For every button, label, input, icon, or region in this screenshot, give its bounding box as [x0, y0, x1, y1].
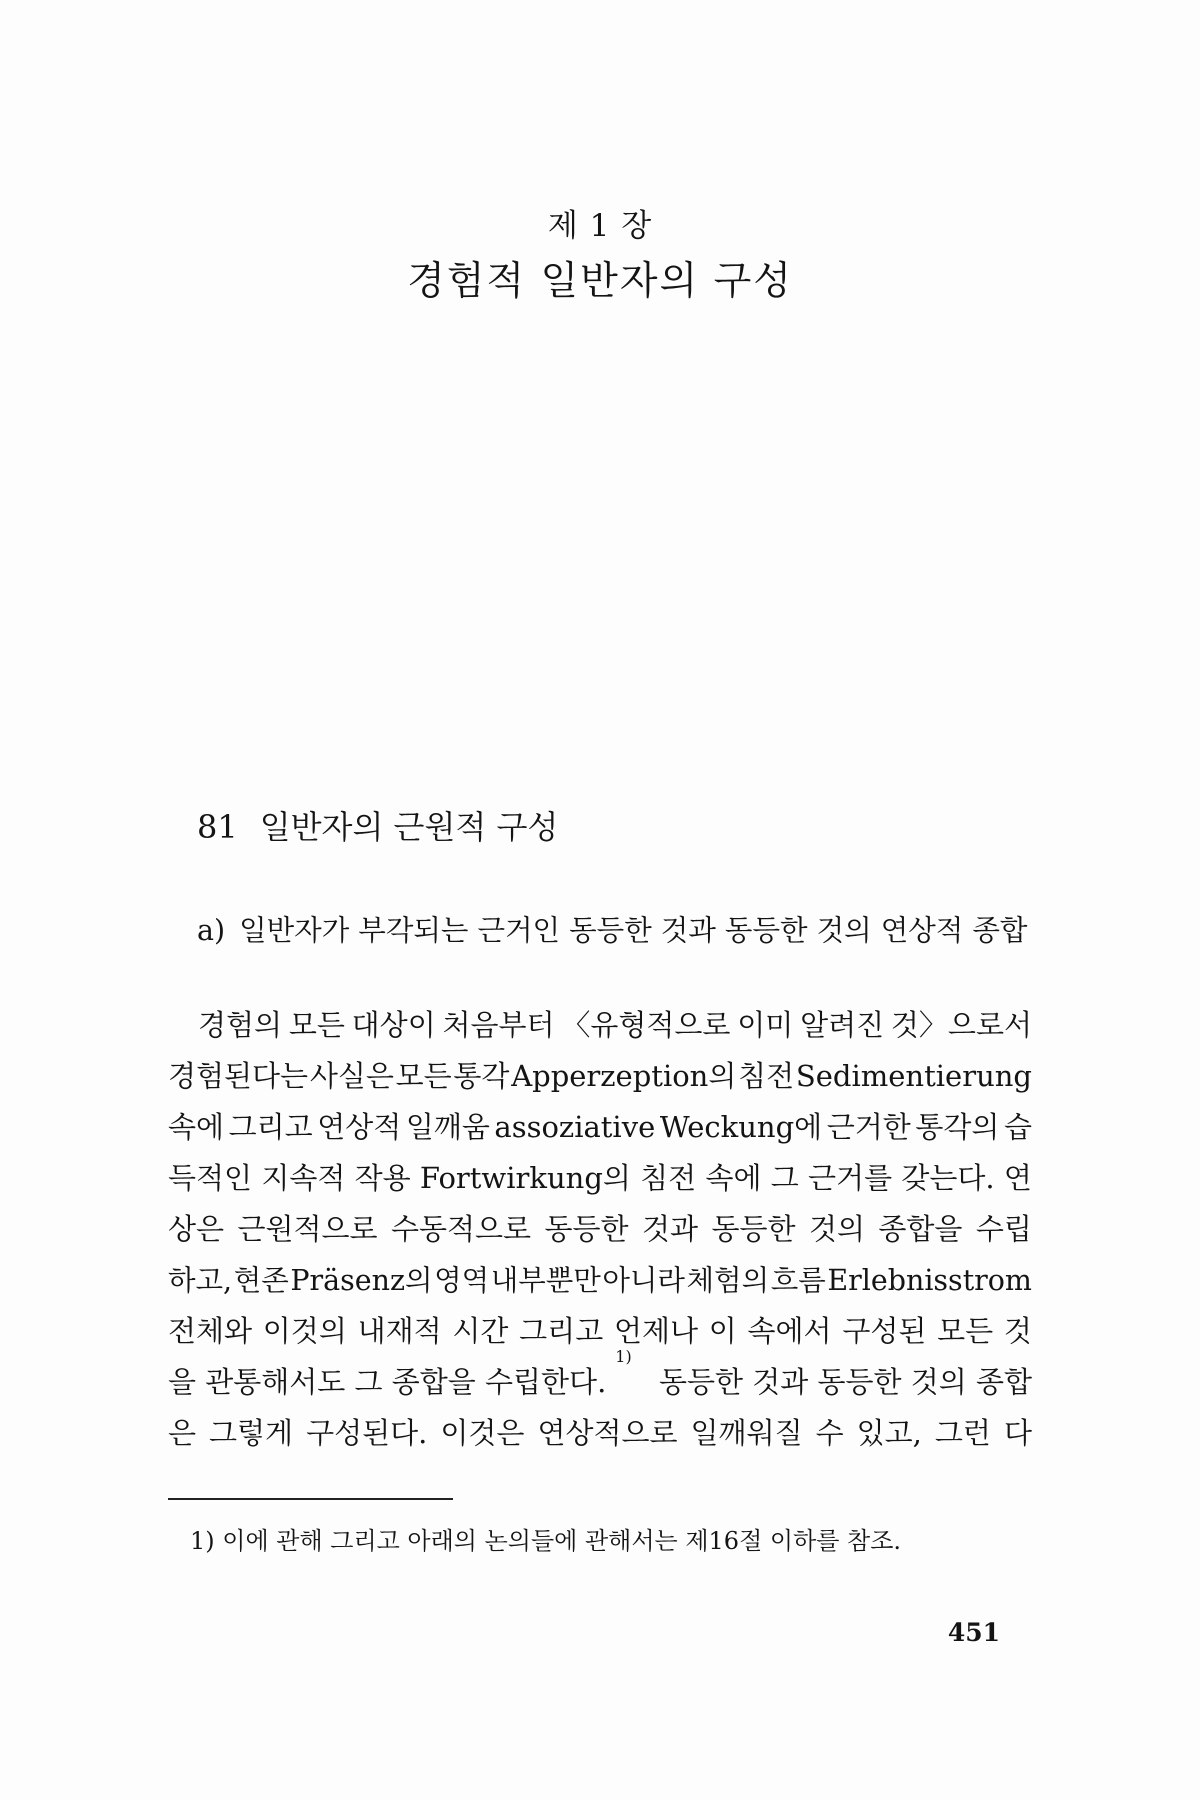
body-word: 연상적: [317, 1110, 402, 1144]
body-word: 통각: [453, 1059, 510, 1093]
body-word: 근거를: [808, 1161, 893, 1195]
body-word: 통각의: [915, 1110, 1000, 1144]
section-title: 일반자의 근원적 구성: [259, 808, 559, 846]
body-word: 사실은: [309, 1059, 394, 1093]
body-word: assoziative: [494, 1110, 656, 1144]
page-number: 451: [947, 1618, 1000, 1647]
body-word: 습: [1003, 1110, 1032, 1144]
body-word: 아니라: [602, 1264, 685, 1297]
body-word: 것의: [808, 1212, 865, 1246]
chapter-label: 제 1 장: [547, 208, 653, 244]
body-word: 연: [1003, 1161, 1032, 1195]
body-line-part: 동등한 것과 동등한 것의 종합: [658, 1365, 1032, 1399]
body-word: 모든: [937, 1314, 994, 1348]
body-word: 작용: [354, 1161, 411, 1195]
body-word: 동등한: [711, 1212, 796, 1246]
chapter-title: 경험적 일반자의 구성: [407, 259, 793, 304]
body-word: 득적인: [168, 1161, 253, 1195]
body-word: 그리고: [228, 1110, 313, 1144]
body-word: 그: [770, 1161, 799, 1195]
body-word: 침전: [640, 1161, 697, 1195]
body-word: 경험의: [198, 1008, 283, 1042]
body-word: 은: [168, 1416, 197, 1450]
body-word: 다: [1003, 1416, 1032, 1450]
body-word: 것과: [641, 1212, 699, 1246]
body-word: 구성된: [842, 1314, 927, 1348]
body-line: [168, 1102, 1032, 1153]
body-word: 상은: [168, 1212, 225, 1246]
body-word: 모든: [288, 1008, 345, 1042]
body-word: 그런: [934, 1416, 991, 1450]
footnote: 1) 이에 관해 그리고 아래의 논의들에 관해서는 제16절 이하를 참조.: [190, 1527, 902, 1555]
body-word: 것: [1003, 1314, 1032, 1348]
body-line: [168, 1306, 1032, 1357]
subsection-heading: [197, 908, 1027, 949]
body-word: 경험된다는: [168, 1059, 309, 1093]
body-word: Fortwirkung의: [419, 1161, 631, 1195]
body-word: 현존: [233, 1264, 289, 1297]
body-line: [168, 1204, 1032, 1255]
body-word: 시간: [452, 1314, 509, 1348]
body-word: 내부뿐만: [490, 1264, 601, 1297]
body-word: 지속적: [261, 1161, 346, 1195]
body-line-with-footnote: [168, 1347, 1032, 1408]
body-word: 그리고: [519, 1314, 604, 1348]
body-word: 침전: [738, 1059, 795, 1093]
body-paragraph: [168, 1000, 1032, 1459]
body-word: 속에: [705, 1161, 762, 1195]
body-word: Präsenz의: [290, 1264, 433, 1297]
body-word: 것〉으로서: [890, 1008, 1032, 1042]
body-line-part: [641, 1357, 650, 1408]
body-word: Weckung에: [659, 1110, 823, 1144]
body-line: [168, 1255, 1032, 1306]
body-word: 이미: [737, 1008, 794, 1042]
body-word: 속에서: [747, 1314, 832, 1348]
body-word: 연상적으로: [537, 1416, 678, 1450]
body-word: 전체와: [168, 1314, 253, 1348]
body-word: 이것의: [262, 1314, 347, 1348]
body-word: 있고,: [856, 1416, 922, 1450]
body-word: 이것은: [440, 1416, 525, 1450]
body-line: [168, 1153, 1032, 1204]
body-word: 대상이: [351, 1008, 436, 1042]
body-word: 일깨움: [405, 1110, 490, 1144]
body-word: 일깨워질: [690, 1416, 803, 1450]
section-heading: [197, 802, 558, 848]
body-word: 수: [815, 1416, 844, 1450]
body-word: 종합을: [878, 1212, 963, 1246]
body-word: 동등한: [544, 1212, 629, 1246]
body-word: 언제나: [613, 1314, 699, 1348]
body-word: 속에: [168, 1110, 225, 1144]
body-word: 근원적으로: [237, 1212, 378, 1246]
section-number: 81: [197, 808, 238, 846]
body-word: Erlebnisstrom: [827, 1264, 1032, 1297]
subsection-title: 일반자가 부각되는 근거인 동등한 것과 동등한 것의 연상적 종합: [239, 914, 1028, 947]
body-word: 알려진: [800, 1008, 885, 1042]
body-word: Sedimentierung: [795, 1059, 1032, 1093]
body-word: 이: [708, 1314, 737, 1348]
body-word: 수동적으로: [390, 1212, 532, 1246]
body-word: 근거한: [826, 1110, 911, 1144]
body-word: 그렇게: [209, 1416, 294, 1450]
footnote-reference[interactable]: 1): [615, 1347, 632, 1366]
body-word: 영역: [434, 1264, 490, 1297]
body-line: [168, 1000, 1032, 1051]
body-line-part: 을 관통해서도 그 종합을 수립한다.: [168, 1365, 607, 1399]
body-word: 구성된다.: [306, 1416, 428, 1450]
body-word: 흐름: [770, 1264, 826, 1297]
body-word: Apperzeption의: [511, 1059, 737, 1093]
body-word: 내재적: [357, 1314, 442, 1348]
body-line: [168, 1408, 1032, 1459]
body-line: [168, 1051, 1032, 1102]
body-word: 수립: [975, 1212, 1032, 1246]
body-word: 〈유형적으로: [561, 1008, 731, 1042]
body-word: 하고,: [168, 1264, 233, 1297]
body-word: 모든: [395, 1059, 452, 1093]
footnote-divider: [168, 1498, 453, 1500]
body-word: 처음부터: [442, 1008, 555, 1042]
subsection-marker: a): [197, 914, 226, 947]
body-word: 갖는다.: [901, 1161, 995, 1195]
body-word: 체험의: [686, 1264, 770, 1297]
